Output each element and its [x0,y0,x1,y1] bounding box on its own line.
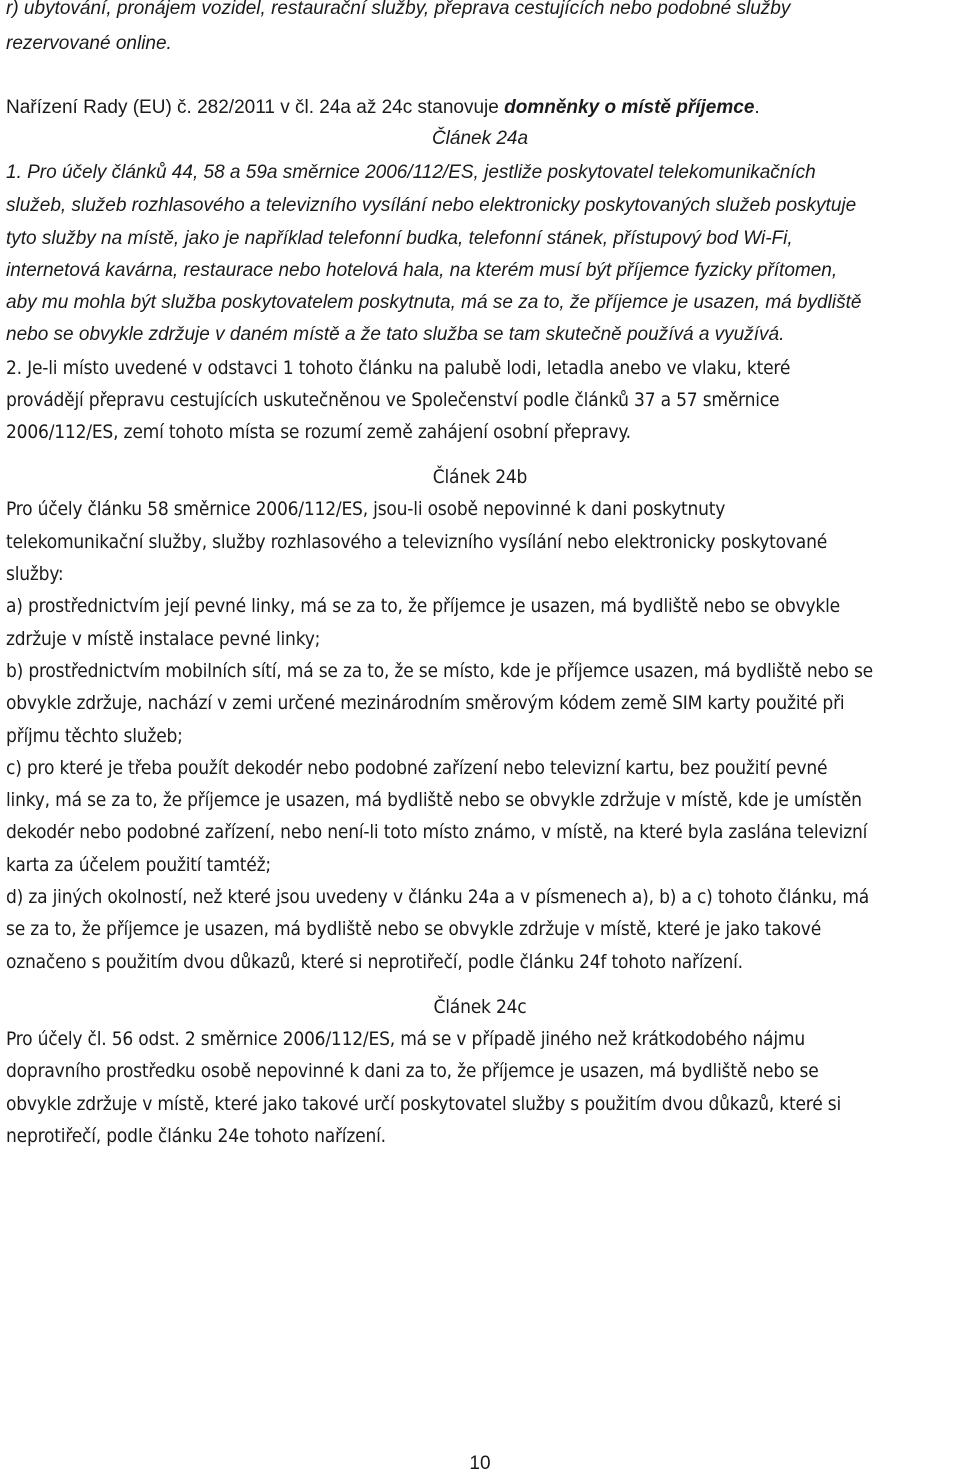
article-24c-line: Pro účely čl. 56 odst. 2 směrnice 2006/112/ES, má se v případě jiného než krátkodobého nájmu [6,1028,805,1050]
intro-line-3-prefix: Nařízení Rady (EU) č. 282/2011 v čl. 24a až 24c stanovuje [6,97,505,118]
article-24b-item-line: d) za jiných okolností, než které jsou uvedeny v článku 24a a v písmenech a), b) a c) tohoto článku, má [6,886,870,908]
article-24b-item-line: dekodér nebo podobné zařízení, nebo není-li toto místo známo, v místě, na které byla zaslána televizní [6,821,868,843]
article-24c-heading: Článek 24c [433,996,527,1018]
article-24b-item-line: linky, má se za to, že příjemce je usazen, má bydliště nebo se obvykle zdržuje v místě, kde je umístěn [6,789,862,811]
article-24b-item-line: označeno s použitím dvou důkazů, které si neprotiřečí, podle článku 24f tohoto nařízení. [6,951,743,973]
intro-line-3 [6,95,760,121]
intro-line-3-bold: domněnky o místě příjemce [504,97,755,118]
article-24c-line: obvykle zdržuje v místě, které jako takové určí poskytovatel služby s použitím dvou důkazů, které si [6,1093,842,1115]
article-24a-heading: Článek 24a [431,128,529,149]
article-24b-intro-line: služby: [6,563,64,585]
article-24a-p1-line: nebo se obvykle zdržuje v daném místě a že tato služba se tam skutečně používá a využívá. [6,324,785,345]
article-24a-p1-line: služeb, služeb rozhlasového a televizního vysílání nebo elektronicky poskytovaných služeb poskytuje [6,195,857,216]
article-24b-item-line: b) prostřednictvím mobilních sítí, má se za to, že se místo, kde je příjemce usazen, má bydliště nebo se [6,660,873,682]
article-24a-p2-line: 2. Je-li místo uvedené v odstavci 1 tohoto článku na palubě lodi, letadla anebo ve vlaku, které [6,357,791,379]
article-24b-heading: Článek 24b [432,466,528,488]
article-24b-item-line: se za to, že příjemce je usazen, má bydliště nebo se obvykle zdržuje v místě, které je jako takové [6,918,822,940]
article-24c-line: neprotiřečí, podle článku 24e tohoto nařízení. [6,1125,386,1147]
article-24b-item-line: příjmu těchto služeb; [6,725,183,747]
article-24b-item-line: c) pro které je třeba použít dekodér nebo podobné zařízení nebo televizní kartu, bez použití pevné [6,757,828,779]
article-24b-item-line: zdržuje v místě instalace pevné linky; [6,628,321,650]
article-24a-p2-line: 2006/112/ES, zemí tohoto místa se rozumí země zahájení osobní přepravy. [6,421,631,443]
intro-line-1: r) ubytování, pronájem vozidel, restaurační služby, přeprava cestujících nebo podobné služby [6,0,791,19]
article-24b-item-line: a) prostřednictvím její pevné linky, má se za to, že příjemce je usazen, má bydliště nebo se obvykle [6,595,840,617]
article-24b-item-line: karta za účelem použití tamtéž; [6,854,271,876]
article-24b-intro-line: Pro účely článku 58 směrnice 2006/112/ES, jsou-li osobě nepovinné k dani poskytnuty [6,498,726,520]
article-24a-p2-line: provádějí přepravu cestujících uskutečněnou ve Společenství podle článků 37 a 57 směrnice [6,389,780,411]
article-24b-item-line: obvykle zdržuje, nachází v zemi určené mezinárodním směrovým kódem země SIM karty použité při [6,692,845,714]
article-24a-p1-line: 1. Pro účely článků 44, 58 a 59a směrnice 2006/112/ES, jestliže poskytovatel telekomunikačních [6,162,816,183]
article-24c-line: dopravního prostředku osobě nepovinné k dani za to, že příjemce je usazen, má bydliště nebo se [6,1060,819,1082]
page-number: 10 [469,1453,491,1474]
article-24a-p1-line: aby mu mohla být služba poskytovatelem poskytnuta, má se za to, že příjemce je usazen, má bydliště [6,292,862,313]
article-24a-p1-line: internetová kavárna, restaurace nebo hotelová hala, na kterém musí být příjemce fyzicky přítomen, [6,260,838,281]
intro-line-2: rezervované online. [6,33,172,54]
intro-line-3-suffix: . [754,97,760,118]
article-24b-intro-line: telekomunikační služby, služby rozhlasového a televizního vysílání nebo elektronicky poskytované [6,531,828,553]
article-24a-p1-line: tyto služby na místě, jako je například telefonní budka, telefonní stánek, přístupový bod Wi-Fi, [6,228,793,249]
